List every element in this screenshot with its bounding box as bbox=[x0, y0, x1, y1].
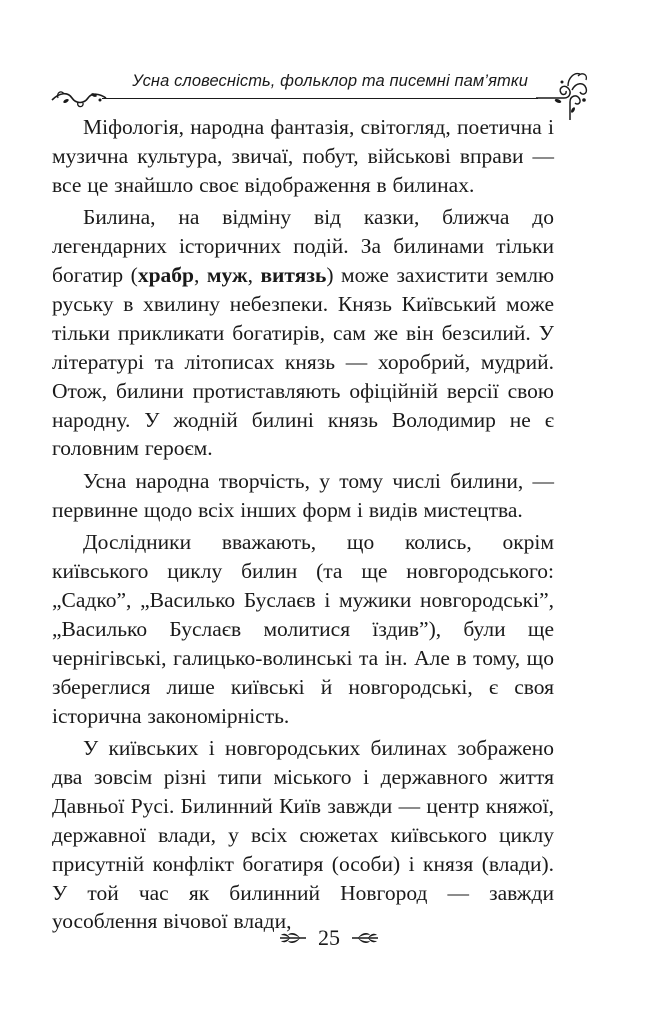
paragraph bbox=[52, 203, 554, 463]
page-footer bbox=[0, 925, 658, 951]
bold-term: храбр bbox=[137, 263, 194, 288]
paragraph-text: ) може захистити землю руську в хвилину небезпеки. Князь Київський може тільки прикликати богатирів, сам же він безсилий. У літературі та літописах князь — хоробрий, мудрий. Отож, билини протиставляють офіційній версії свою народну. У жодній билині князь Володимир не є головним героєм. bbox=[52, 263, 555, 461]
header-title: Усна словесність, фольклор та писемні пам’ятки bbox=[132, 72, 528, 90]
paragraph: Дослідники вважають, що колись, окрім київського циклу билин (та ще новгородського: „Садко”, „Василько Буслаєв і мужики новгородські”, „Василько Буслаєв молитися їздив”), були ще чернігівські, галицько-волинські та ін. Але в тому, що збереглися лише київські й новгородські, є своя історична закономірність. bbox=[52, 530, 554, 728]
paragraph-text: Билина, на відміну від казки, ближча до легендарних історичних подій. За билинами тільки богатир ( bbox=[52, 205, 554, 288]
leaf-ornament-icon bbox=[278, 930, 308, 946]
page-body bbox=[52, 113, 554, 940]
paragraph: У київських і новгородських билинах зображено два зовсім різні типи міського і державного життя Давньої Русі. Билинний Київ завжди — центр княжої, державної влади, у всіх сюжетах київського циклу присутній конфлікт богатиря (особи) і князя (влади). У той час як билинний Новгород — завжди уособлення вічової влади, bbox=[52, 736, 554, 934]
leaf-ornament-icon bbox=[350, 930, 380, 946]
separator: , bbox=[247, 263, 261, 288]
header-rule bbox=[102, 98, 538, 99]
paragraph: Усна народна творчість, у тому числі билини, — первинне щодо всіх інших форм і видів мистецтва. bbox=[52, 468, 554, 522]
vine-ornament-icon bbox=[50, 86, 108, 108]
separator: , bbox=[193, 263, 207, 288]
page-number: 25 bbox=[318, 925, 340, 950]
paragraph: Міфологія, народна фантазія, світогляд, поетична і музична культура, звичаї, побут, військові вправи — все це знайшло своє відображення в билинах. bbox=[52, 115, 554, 197]
bold-term: муж bbox=[206, 263, 248, 288]
bold-term: витязь bbox=[260, 263, 327, 288]
